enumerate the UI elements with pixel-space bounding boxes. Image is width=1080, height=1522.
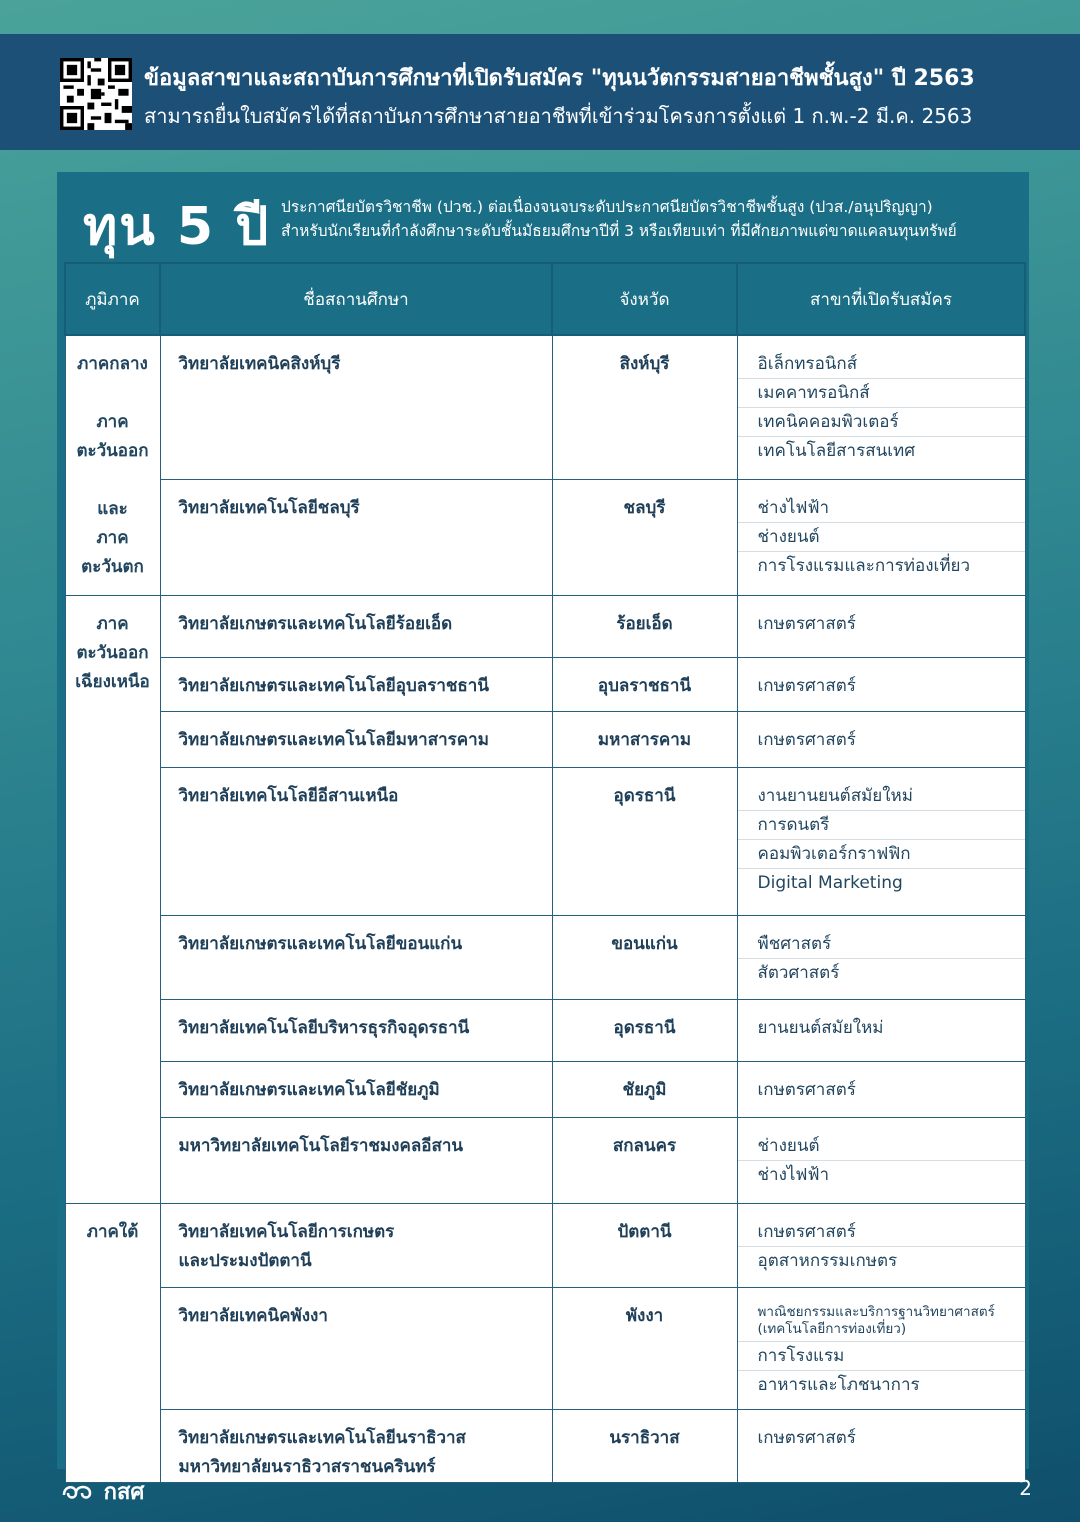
province-cell: พังงา — [552, 1287, 737, 1409]
region-name-line: ตะวันออก — [76, 441, 149, 461]
table-row — [65, 711, 1025, 767]
scholarship-panel — [57, 172, 1029, 1477]
table-row — [65, 1117, 1025, 1203]
qr-code-icon — [60, 58, 132, 130]
major-item: ช่างยนต์ — [738, 523, 1025, 552]
eef-logo-mark — [60, 1479, 96, 1503]
school-name: วิทยาลัยเทคโนโลยีอีสานเหนือ — [178, 785, 399, 806]
region-cell — [65, 1203, 160, 1482]
table-row — [65, 1061, 1025, 1117]
school-name-cell — [160, 767, 552, 915]
school-name: วิทยาลัยเทคโนโลยีการเกษตร — [178, 1221, 395, 1242]
majors-cell — [737, 711, 1025, 767]
province-cell: นราธิวาส — [552, 1409, 737, 1482]
header-bar — [0, 34, 1080, 150]
province-cell: สกลนคร — [552, 1117, 737, 1203]
major-item: อาหารและโภชนาการ — [757, 1374, 920, 1395]
school-name-cell — [160, 595, 552, 657]
region-name-line: ภาค — [96, 613, 129, 634]
school-name-cell — [160, 1287, 552, 1409]
majors-cell — [737, 1409, 1025, 1482]
table-row — [65, 915, 1025, 999]
table-row — [65, 657, 1025, 711]
province-cell: ร้อยเอ็ด — [552, 595, 737, 657]
major-item: การโรงแรมและการท่องเที่ยว — [757, 555, 971, 576]
province-cell: ปัตตานี — [552, 1203, 737, 1287]
school-name-cell — [160, 999, 552, 1061]
table-row — [65, 1203, 1025, 1287]
page-title: ข้อมูลสาขาและสถาบันการศึกษาที่เปิดรับสมัคร "ทุนนวัตกรรมสายอาชีพชั้นสูง" ปี 2563 — [144, 66, 975, 91]
table-body — [65, 335, 1025, 1482]
school-name: วิทยาลัยเกษตรและเทคโนโลยีมหาสารคาม — [178, 729, 489, 750]
major-item: ช่างยนต์ — [738, 1132, 1025, 1161]
major-item: อุตสาหกรรมเกษตร — [757, 1250, 898, 1271]
major-item: คอมพิวเตอร์กราฟฟิก — [738, 840, 1025, 869]
school-name: และประมงปัตตานี — [178, 1250, 312, 1271]
major-item: ช่างไฟฟ้า — [738, 494, 1025, 523]
major-item: ช่างไฟฟ้า — [757, 1164, 830, 1185]
major-item: เกษตรศาสตร์ — [757, 729, 856, 750]
school-name-cell — [160, 479, 552, 595]
school-name: วิทยาลัยเกษตรและเทคโนโลยีชัยภูมิ — [178, 1079, 440, 1100]
major-item: การโรงแรม — [738, 1342, 1025, 1371]
major-item: พืชศาสตร์ — [738, 930, 1025, 959]
majors-cell — [737, 657, 1025, 711]
table-row — [65, 595, 1025, 657]
major-item: อิเล็กทรอนิกส์ — [738, 350, 1025, 379]
eef-logo-icon — [60, 1474, 144, 1509]
school-name: วิทยาลัยเกษตรและเทคโนโลยีอุบลราชธานี — [178, 675, 489, 696]
table-row — [65, 479, 1025, 595]
logo-text: กสศ — [103, 1480, 145, 1505]
scholarship-banner — [57, 172, 1029, 260]
majors-cell — [737, 1203, 1025, 1287]
majors-cell — [737, 479, 1025, 595]
column-header-region: ภูมิภาค — [65, 263, 160, 335]
table-row — [65, 1409, 1025, 1482]
school-name: วิทยาลัยเกษตรและเทคโนโลยีขอนแก่น — [178, 933, 463, 954]
major-item: สัตวศาสตร์ — [757, 962, 840, 983]
school-name-cell — [160, 1117, 552, 1203]
school-name-cell — [160, 711, 552, 767]
school-name-cell — [160, 1203, 552, 1287]
school-name-cell — [160, 335, 552, 479]
province-cell: อุดรธานี — [552, 767, 737, 915]
page-subtitle: สามารถยื่นใบสมัครได้ที่สถาบันการศึกษาสายอาชีพที่เข้าร่วมโครงการตั้งแต่ 1 ก.พ.-2 มี.ค. 2563 — [144, 104, 973, 128]
major-item: เกษตรศาสตร์ — [738, 1218, 1025, 1247]
column-header-majors: สาขาที่เปิดรับสมัคร — [737, 263, 1025, 335]
province-cell: มหาสารคาม — [552, 711, 737, 767]
scholarship-description-line2: สำหรับนักเรียนที่กำลังศึกษาระดับชั้นมัธยมศึกษาปีที่ 3 หรือเทียบเท่า ที่มีศักยภาพแต่ขาดแคลนทุนทรัพย์ — [281, 222, 957, 240]
province-cell: อุบลราชธานี — [552, 657, 737, 711]
table-header-row — [65, 263, 1025, 335]
province-cell: ขอนแก่น — [552, 915, 737, 999]
majors-cell — [737, 1117, 1025, 1203]
major-item: เกษตรศาสตร์ — [757, 613, 856, 634]
scholarship-title: ทุน 5 ปี — [83, 197, 271, 257]
region-cell — [65, 595, 160, 1203]
school-name: มหาวิทยาลัยนราธิวาสราชนครินทร์ — [178, 1456, 436, 1477]
major-item: เมคคาทรอนิกส์ — [738, 379, 1025, 408]
region-name-line: ภาคกลาง — [77, 354, 148, 374]
major-item: การดนตรี — [738, 811, 1025, 840]
major-item: เกษตรศาสตร์ — [757, 1427, 856, 1448]
majors-cell — [737, 915, 1025, 999]
school-name: วิทยาลัยเกษตรและเทคโนโลยีนราธิวาส — [178, 1427, 466, 1448]
school-name: วิทยาลัยเทคโนโลยีชลบุรี — [178, 497, 360, 518]
majors-cell — [737, 999, 1025, 1061]
school-name-cell — [160, 657, 552, 711]
major-item: เทคนิคคอมพิวเตอร์ — [738, 408, 1025, 437]
school-name: วิทยาลัยเทคนิคสิงห์บุรี — [178, 354, 341, 374]
region-name-line — [66, 466, 160, 495]
province-cell: ชลบุรี — [552, 479, 737, 595]
school-name: วิทยาลัยเกษตรและเทคโนโลยีร้อยเอ็ด — [178, 613, 453, 634]
region-name-line: ตะวันตก — [81, 557, 144, 577]
page-number: 2 — [1019, 1476, 1032, 1500]
major-item: พาณิชยกรรมและบริการฐานวิทยาศาสตร์ (เทคโนโลยีการท่องเที่ยว) — [738, 1302, 1025, 1342]
scholarship-description-line1: ประกาศนียบัตรวิชาชีพ (ปวช.) ต่อเนื่องจนจบระดับประกาศนียบัตรวิชาชีพชั้นสูง (ปวส./อนุปริญญา) — [281, 198, 933, 216]
region-name-line — [66, 379, 160, 408]
major-item: งานยานยนต์สมัยใหม่ — [738, 782, 1025, 811]
major-item: เกษตรศาสตร์ — [757, 1079, 856, 1100]
major-item: ยานยนต์สมัยใหม่ — [757, 1017, 884, 1038]
region-name-line: และ — [97, 499, 128, 519]
school-name: วิทยาลัยเทคโนโลยีบริหารธุรกิจอุดรธานี — [178, 1017, 470, 1038]
majors-cell — [737, 1287, 1025, 1409]
school-name: มหาวิทยาลัยเทคโนโลยีราชมงคลอีสาน — [178, 1135, 464, 1156]
table-row — [65, 335, 1025, 479]
school-name-cell — [160, 1061, 552, 1117]
school-name: วิทยาลัยเทคนิคพังงา — [178, 1305, 328, 1326]
major-item: Digital Marketing — [757, 872, 903, 893]
region-name-line: เฉียงเหนือ — [75, 671, 150, 692]
province-cell: อุดรธานี — [552, 999, 737, 1061]
major-item: เทคโนโลยีสารสนเทศ — [757, 441, 916, 461]
province-cell: ชัยภูมิ — [552, 1061, 737, 1117]
column-header-province: จังหวัด — [552, 263, 737, 335]
major-item: เกษตรศาสตร์ — [757, 675, 856, 696]
majors-cell — [737, 335, 1025, 479]
table-row — [65, 999, 1025, 1061]
majors-cell — [737, 595, 1025, 657]
school-name-cell — [160, 915, 552, 999]
region-cell — [65, 335, 160, 595]
region-name-line: ภาค — [96, 528, 129, 548]
region-name-line: ภาคใต้ — [86, 1221, 139, 1242]
region-name-line: ภาค — [96, 412, 129, 432]
table-row — [65, 767, 1025, 915]
province-cell: สิงห์บุรี — [552, 335, 737, 479]
column-header-school: ชื่อสถานศึกษา — [160, 263, 552, 335]
region-name-line: ตะวันออก — [76, 642, 149, 663]
institutions-table — [64, 262, 1026, 1483]
school-name-cell — [160, 1409, 552, 1482]
table-row — [65, 1287, 1025, 1409]
majors-cell — [737, 1061, 1025, 1117]
majors-cell — [737, 767, 1025, 915]
